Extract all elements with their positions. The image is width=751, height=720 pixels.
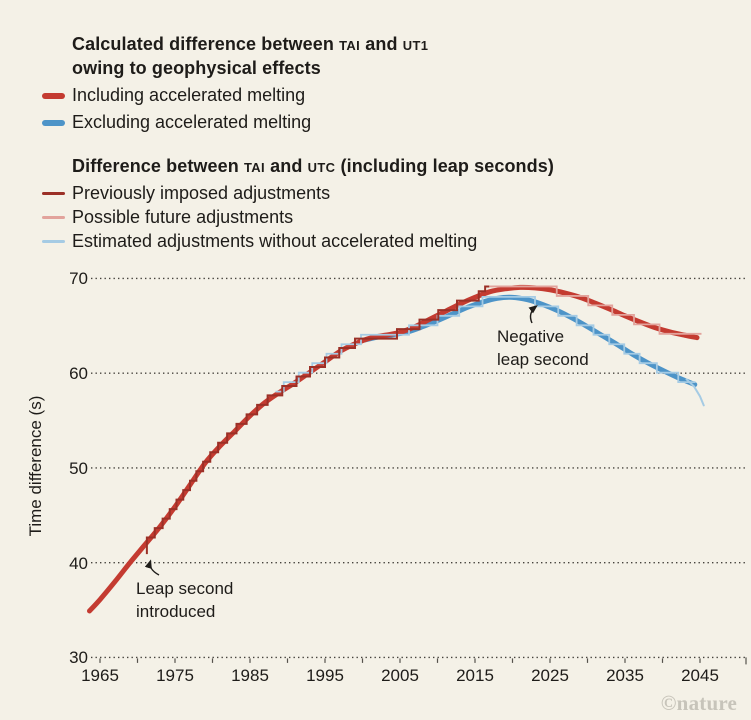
x-tick-label-1975: 1975 — [156, 666, 194, 685]
y-tick-label-30: 30 — [69, 648, 88, 668]
y-tick-label-70: 70 — [69, 269, 88, 289]
x-tick-label-1965: 1965 — [81, 666, 119, 685]
tai-smallcaps: TAI — [243, 160, 266, 175]
legend2-title-text: Difference between — [72, 156, 244, 176]
ut1-smallcaps: UT1 — [402, 38, 429, 53]
x-tick-label-2015: 2015 — [456, 666, 494, 685]
legend2-title-mid: and — [265, 156, 308, 176]
nature-watermark: ©nature — [660, 691, 737, 715]
x-tick-label-1985: 1985 — [231, 666, 269, 685]
legend1-title-line2: owing to geophysical effects — [72, 58, 321, 78]
previously-imposed-adjustments-steps — [147, 286, 489, 554]
utc-smallcaps: UTC — [307, 160, 336, 175]
annotation-leap-second-introduced — [136, 577, 233, 623]
y-tick-label-40: 40 — [69, 553, 88, 573]
legend-item-label: Estimated adjustments without accelerated melting — [72, 230, 478, 251]
estimated-adjustments-without-accelerated-melting-steps — [276, 297, 696, 392]
legend2-title-post: (including leap seconds) — [335, 156, 554, 176]
annotation-arrow-1 — [531, 306, 537, 323]
x-tick-label-1995: 1995 — [306, 666, 344, 685]
legend-item-label: Including accelerated melting — [72, 85, 306, 105]
y-axis-title: Time difference (s) — [26, 395, 45, 537]
legend-item-label: Possible future adjustments — [72, 206, 294, 227]
x-tick-label-2045: 2045 — [681, 666, 719, 685]
annotation-line: Negative — [497, 327, 565, 346]
annotation-line: leap second — [497, 350, 589, 369]
x-tick-label-2025: 2025 — [531, 666, 569, 685]
annotation-negative-leap-second — [497, 325, 589, 371]
tai-smallcaps: TAI — [339, 38, 361, 53]
x-tick-label-2005: 2005 — [381, 666, 419, 685]
y-tick-label-50: 50 — [69, 458, 88, 478]
legend1-title-text: Calculated difference between — [72, 34, 340, 54]
y-tick-label-60: 60 — [69, 364, 88, 384]
x-tick-label-2035: 2035 — [606, 666, 644, 685]
legend1-title-mid: and — [360, 34, 403, 54]
legend-item-label: Excluding accelerated melting — [72, 112, 312, 132]
legend-item-label: Previously imposed adjustments — [72, 182, 331, 203]
annotation-line: introduced — [136, 602, 216, 621]
annotation-line: Leap second — [136, 579, 234, 598]
